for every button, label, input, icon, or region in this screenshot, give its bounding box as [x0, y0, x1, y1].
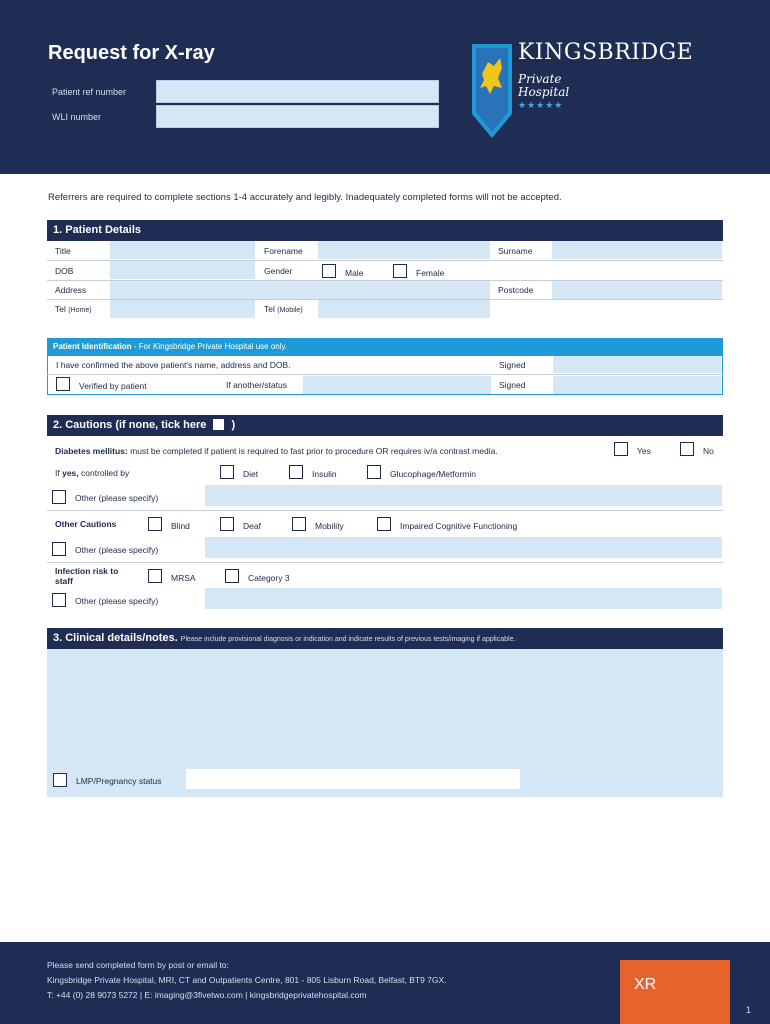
- surname-field[interactable]: [552, 241, 722, 259]
- other-diabetes-field[interactable]: [205, 485, 722, 506]
- if-another-field[interactable]: [303, 376, 491, 394]
- logo-hospital: Hospital: [518, 85, 570, 99]
- insulin-label: Insulin: [312, 469, 337, 479]
- no-label: No: [703, 446, 714, 456]
- confirmed-text: I have confirmed the above patient's name, address and DOB.: [56, 360, 291, 370]
- lmp-field[interactable]: [186, 769, 520, 789]
- wli-field[interactable]: [156, 105, 439, 128]
- wli-label: WLI number: [52, 112, 102, 122]
- male-label: Male: [345, 268, 364, 278]
- insulin-checkbox[interactable]: [289, 465, 303, 479]
- tel-home-label: Tel (Home): [55, 304, 92, 314]
- patient-ref-field[interactable]: [156, 80, 439, 103]
- female-checkbox[interactable]: [393, 264, 407, 278]
- signed-field-1[interactable]: [553, 356, 721, 373]
- section-2-heading: 2. Cautions (if none, tick here ): [47, 415, 723, 436]
- yes-label: Yes: [637, 446, 651, 456]
- verified-checkbox[interactable]: [56, 377, 70, 391]
- female-label: Female: [416, 268, 445, 278]
- address-field[interactable]: [110, 281, 490, 299]
- dob-field[interactable]: [110, 261, 255, 279]
- no-cautions-checkbox[interactable]: [213, 419, 224, 430]
- diabetes-no-checkbox[interactable]: [680, 442, 694, 456]
- deaf-checkbox[interactable]: [220, 517, 234, 531]
- title-label: Title: [55, 246, 71, 256]
- diet-label: Diet: [243, 469, 259, 479]
- tel-mobile-label: Tel (Mobile): [264, 304, 303, 314]
- logo-stars: ★★★★★: [518, 100, 564, 110]
- section-3-heading: 3. Clinical details/notes. Please include provisional diagnosis or indication and indicate results of previous tests/imaging if applicable.: [47, 628, 723, 649]
- mobility-label: Mobility: [315, 521, 344, 531]
- blind-checkbox[interactable]: [148, 517, 162, 531]
- divider: [47, 510, 723, 511]
- deaf-label: Deaf: [243, 521, 261, 531]
- page-title: Request for X-ray: [48, 42, 215, 64]
- lmp-label: LMP/Pregnancy status: [76, 776, 162, 786]
- xr-badge: XR: [620, 960, 730, 1024]
- infection-risk-label: Infection risk to staff: [55, 566, 119, 586]
- divider: [47, 374, 723, 375]
- shield-logo-icon: [472, 44, 512, 138]
- signed-field-2[interactable]: [553, 376, 721, 394]
- controlled-by-text: If yes, controlled by: [55, 468, 130, 478]
- signed-label-1: Signed: [499, 360, 526, 370]
- impaired-label: Impaired Cognitive Functioning: [400, 521, 518, 531]
- forename-field[interactable]: [318, 241, 490, 259]
- blind-label: Blind: [171, 521, 190, 531]
- tel-home-field[interactable]: [110, 300, 255, 318]
- footer-contact: T: +44 (0) 28 9073 5272 | E: imaging@3fivetwo.com | kingsbridgeprivatehospital.com: [47, 990, 367, 1000]
- postcode-label: Postcode: [498, 285, 534, 295]
- mrsa-checkbox[interactable]: [148, 569, 162, 583]
- impaired-checkbox[interactable]: [377, 517, 391, 531]
- diet-checkbox[interactable]: [220, 465, 234, 479]
- other-cautions-specify-label: Other (please specify): [75, 545, 159, 555]
- category3-label: Category 3: [248, 573, 290, 583]
- mobility-checkbox[interactable]: [292, 517, 306, 531]
- section-1-heading: 1. Patient Details: [47, 220, 723, 241]
- postcode-field[interactable]: [552, 281, 722, 299]
- glucophage-checkbox[interactable]: [367, 465, 381, 479]
- forename-label: Forename: [264, 246, 303, 256]
- diabetes-yes-checkbox[interactable]: [614, 442, 628, 456]
- divider: [47, 562, 723, 563]
- tel-mobile-field[interactable]: [318, 300, 490, 318]
- address-label: Address: [55, 285, 87, 295]
- page-number: 1: [746, 1005, 752, 1015]
- signed-label-2: Signed: [499, 380, 526, 390]
- glucophage-label: Glucophage/Metformin: [390, 469, 476, 479]
- other-infection-checkbox[interactable]: [52, 593, 66, 607]
- other-diabetes-checkbox[interactable]: [52, 490, 66, 504]
- lmp-checkbox[interactable]: [53, 773, 67, 787]
- category3-checkbox[interactable]: [225, 569, 239, 583]
- other-infection-label: Other (please specify): [75, 596, 159, 606]
- gender-label: Gender: [264, 266, 293, 276]
- logo-private: Private: [518, 72, 562, 86]
- other-cautions-field[interactable]: [205, 537, 722, 558]
- verified-label: Verified by patient: [79, 381, 147, 391]
- diabetes-text: Diabetes mellitus: must be completed if patient is required to fast prior to procedure OR requires iv/a contrast media.: [55, 446, 498, 456]
- footer-instruction: Please send completed form by post or email to:: [47, 960, 229, 970]
- other-infection-field[interactable]: [205, 588, 722, 609]
- title-field[interactable]: [110, 241, 255, 259]
- surname-label: Surname: [498, 246, 533, 256]
- dob-label: DOB: [55, 266, 74, 276]
- identification-heading: Patient Identification - For Kingsbridge Private Hospital use only.: [47, 338, 723, 355]
- patient-ref-label: Patient ref number: [52, 87, 127, 97]
- if-another-label: If another/status: [226, 380, 287, 390]
- intro-text: Referrers are required to complete sections 1-4 accurately and legibly. Inadequately completed forms will not be accepted.: [48, 192, 562, 203]
- footer-address: Kingsbridge Private Hospital, MRI, CT and Outpatients Centre, 801 - 805 Lisburn Road, Belfast, BT9 7GX.: [47, 975, 447, 985]
- other-cautions-checkbox[interactable]: [52, 542, 66, 556]
- other-diabetes-label: Other (please specify): [75, 493, 159, 503]
- male-checkbox[interactable]: [322, 264, 336, 278]
- other-cautions-label: Other Cautions: [55, 519, 117, 529]
- logo-wordmark: KINGSBRIDGE: [518, 40, 694, 65]
- mrsa-label: MRSA: [171, 573, 196, 583]
